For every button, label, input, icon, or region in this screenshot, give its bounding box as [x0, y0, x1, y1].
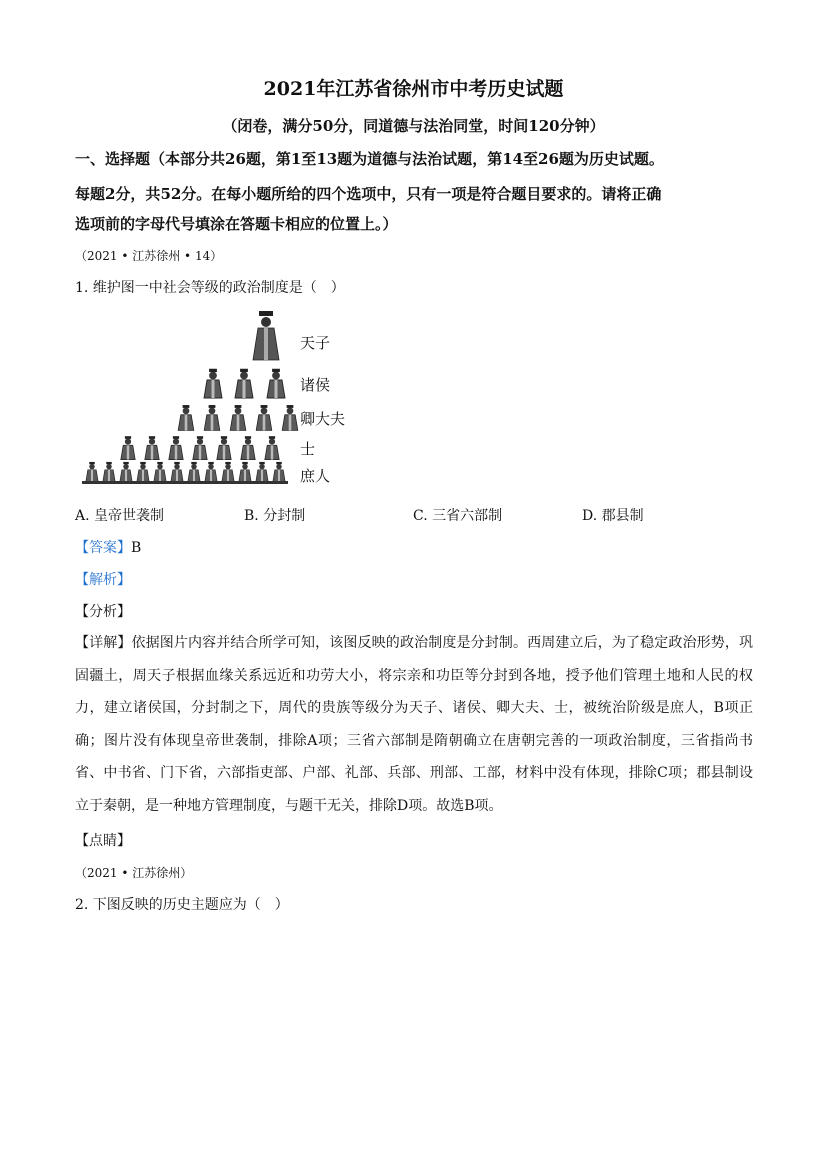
tier-qingdafu-figures — [178, 405, 298, 430]
analysis-tag: 【解析】 — [75, 572, 131, 588]
social-hierarchy-pyramid-figure — [80, 308, 380, 488]
exam-subtitle: （闭卷，满分50分，同道德与法治同堂，时间120分钟） — [222, 117, 605, 135]
pyramid-label-shuren: 庶人 — [300, 467, 331, 485]
q1-source: （2021 • 江苏徐州 • 14） — [75, 249, 223, 263]
tier-zhuhou-figures — [204, 369, 285, 398]
tier-tianzi-figures — [253, 311, 279, 360]
q2-source: （2021 • 江苏徐州） — [75, 866, 193, 880]
dianjing-tag: 【点睛】 — [75, 833, 131, 849]
q1-stem: 1. 维护图一中社会等级的政治制度是（ ） — [75, 280, 345, 296]
fenxi-tag: 【分析】 — [75, 604, 131, 620]
section-instructions-line-2: 每题2分，共52分。在每小题所给的四个选项中，只有一项是符合题目要求的。请将正确 — [75, 185, 662, 203]
q1-option-d: D. 郡县制 — [582, 508, 644, 524]
section-instructions-line-1: 一、选择题（本部分共26题，第1至13题为道德与法治试题，第14至26题为历史试题。 — [75, 150, 664, 168]
q1-detail-paragraph — [75, 627, 753, 822]
page-title: 2021年江苏省徐州市中考历史试题 — [263, 78, 564, 100]
tier-shuren-figures — [86, 462, 286, 482]
q1-option-a: A. 皇帝世袭制 — [75, 508, 165, 524]
detail-tag: 【详解】 — [75, 635, 132, 651]
section-instructions-line-3: 选项前的字母代号填涂在答题卡相应的位置上。） — [75, 215, 398, 233]
answer-value: B — [131, 540, 142, 556]
q1-option-c: C. 三省六部制 — [413, 508, 503, 524]
tier-shi-figures — [121, 436, 279, 459]
q1-answer-line — [75, 537, 141, 557]
detail-text: 依据图片内容并结合所学可知，该图反映的政治制度是分封制。西周建立后，为了稳定政治形势，巩固疆土，周天子根据血缘关系远近和功劳大小，将宗亲和功臣等分封到各地，授予他们管理土地和人民的权力，建立诸侯国，分封制之下，周代的贵族等级分为天子、诸侯、卿大夫、士，被统治阶级是庶人，B项正确；图片没有体现皇帝世袭制，排除A项；三省六部制是隋朝确立在唐朝完善的一项政治制度，三省指尚书省、中书省、门下省，六部指吏部、户部、礼部、兵部、刑部、工部，材料中没有体现，排除C项；郡县制设立于秦朝，是一种地方管理制度，与题干无关，排除D项。故选B项。 — [75, 635, 754, 814]
pyramid-label-shi: 士 — [300, 440, 316, 458]
q1-option-b: B. 分封制 — [244, 508, 306, 524]
answer-tag: 【答案】 — [75, 540, 131, 556]
pyramid-label-qingdafu: 卿大夫 — [300, 410, 346, 428]
pyramid-label-zhuhou: 诸侯 — [300, 376, 331, 394]
pyramid-label-tianzi: 天子 — [300, 334, 331, 352]
q2-stem: 2. 下图反映的历史主题应为（ ） — [75, 897, 289, 913]
